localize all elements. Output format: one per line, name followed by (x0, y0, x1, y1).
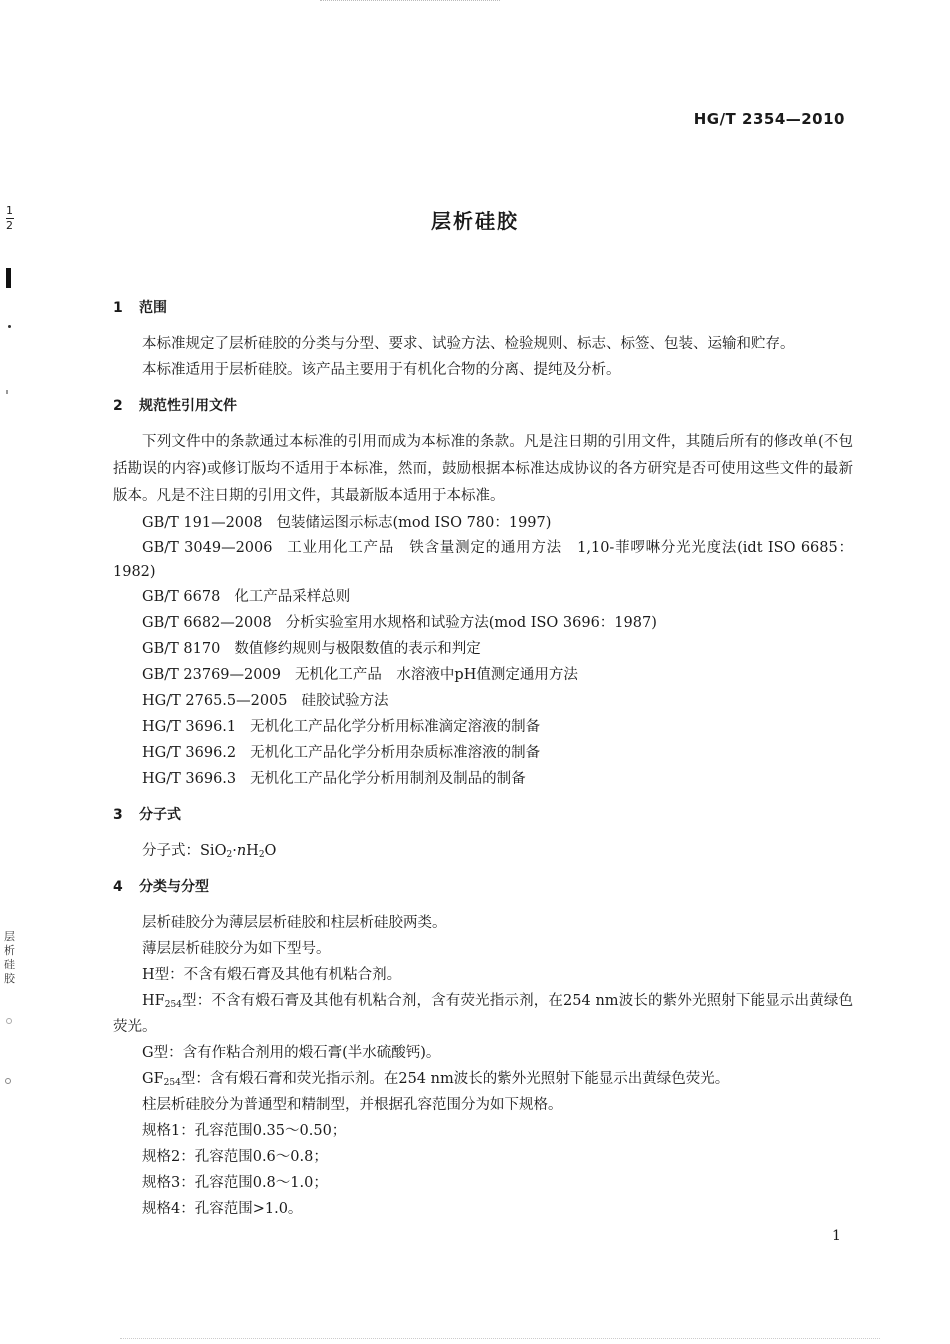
reference-item: HG/T 3696.2 无机化工产品化学分析用杂质标准溶液的制备 (142, 745, 541, 761)
margin-speck (5, 1078, 11, 1084)
reference-item: HG/T 3696.3 无机化工产品化学分析用制剂及制品的制备 (142, 771, 526, 787)
reference-item: GB/T 3049—2006 工业用化工产品 铁含量测定的通用方法 1,10-菲啰啉分光光度法(idt ISO 6685：1982) (113, 540, 853, 580)
spec-item: 规格1：孔容范围0.35～0.50； (142, 1123, 347, 1139)
margin-vertical-label: 层 析 硅 胶 (4, 930, 15, 985)
reference-item: GB/T 191—2008 包装储运图示标志(mod ISO 780：1997) (142, 515, 552, 531)
section-heading: 4 分类与分型 (113, 879, 209, 895)
margin-speck (6, 1018, 12, 1024)
spec-item: 规格2：孔容范围0.6～0.8； (142, 1149, 328, 1165)
spec-item: 规格4：孔容范围>1.0。 (142, 1201, 303, 1217)
reference-item: GB/T 23769—2009 无机化工产品 水溶液中pH值测定通用方法 (142, 667, 578, 683)
paragraph: H型：不含有煅石膏及其他有机粘合剂。 (142, 967, 402, 983)
molecular-formula: 分子式：$SiO_2\cdot nH_2O$ (142, 843, 277, 860)
section-heading: 2 规范性引用文件 (113, 398, 237, 414)
reference-item: HG/T 3696.1 无机化工产品化学分析用标准滴定溶液的制备 (142, 719, 541, 735)
spec-item: 规格3：孔容范围0.8～1.0； (142, 1175, 328, 1191)
margin-dot (8, 325, 11, 328)
reference-item: GB/T 6678 化工产品采样总则 (142, 589, 351, 605)
paragraph: 柱层析硅胶分为普通型和精制型，并根据孔容范围分为如下规格。 (142, 1097, 563, 1113)
paragraph: $HF_{254}$型：不含有煅石膏及其他有机粘合剂，含有荧光指示剂，在254 nm波长的紫外光照射下能显示出黄绿色荧光。 (113, 993, 853, 1035)
paragraph: G型：含有作粘合剂用的煅石膏(半水硫酸钙)。 (142, 1045, 441, 1061)
margin-fraction-mark: 1 2 (6, 204, 13, 232)
section-heading: 3 分子式 (113, 807, 181, 823)
scan-noise-bottom (120, 1338, 880, 1339)
paragraph: 本标准规定了层析硅胶的分类与分型、要求、试验方法、检验规则、标志、标签、包装、运输和贮存。 (142, 336, 795, 352)
paragraph: 下列文件中的条款通过本标准的引用而成为本标准的条款。凡是注日期的引用文件，其随后所有的修改单(不包括勘误的内容)或修订版均不适用于本标准，然而，鼓励根据本标准达成协议的各方研究是否可使用这些文件的最新版本。凡是不注日期的引用文件，其最新版本适用于本标准。 (113, 434, 853, 504)
document-title: 层析硅胶 (431, 209, 519, 233)
margin-bar-mark (6, 268, 11, 288)
document-body (113, 295, 853, 1222)
paragraph: $GF_{254}$型：含有煅石膏和荧光指示剂。在254 nm波长的紫外光照射下能显示出黄绿色荧光。 (142, 1071, 730, 1088)
page-number: 1 (832, 1228, 841, 1244)
section-heading: 1 范围 (113, 300, 167, 316)
margin-dot (6, 390, 8, 394)
reference-item: GB/T 6682—2008 分析实验室用水规格和试验方法(mod ISO 3696：1987) (142, 615, 657, 631)
paragraph: 本标准适用于层析硅胶。该产品主要用于有机化合物的分离、提纯及分析。 (142, 362, 621, 378)
reference-item: GB/T 8170 数值修约规则与极限数值的表示和判定 (142, 641, 481, 657)
scan-noise-top (320, 0, 500, 5)
paragraph: 层析硅胶分为薄层层析硅胶和柱层析硅胶两类。 (142, 915, 447, 931)
standard-code: HG/T 2354—2010 (693, 110, 845, 128)
reference-item: HG/T 2765.5—2005 硅胶试验方法 (142, 693, 389, 709)
paragraph: 薄层层析硅胶分为如下型号。 (142, 941, 331, 957)
